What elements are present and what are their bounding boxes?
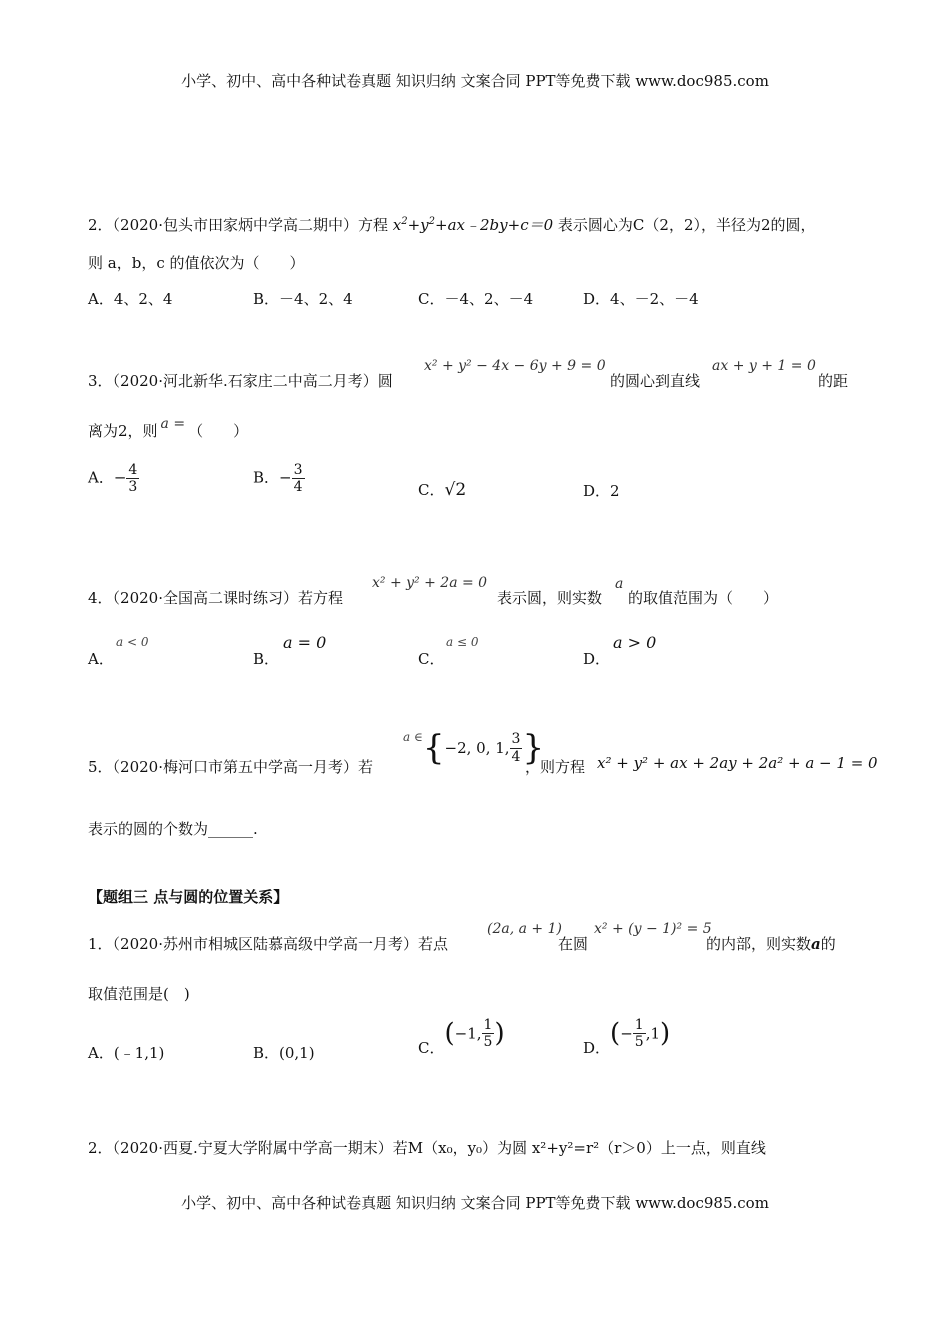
q5-set-items: −2, 0, 1, [444, 739, 510, 757]
q4-option-a: A． [88, 650, 114, 668]
q3-line-2 [88, 416, 249, 441]
g3q1-suffix-text: 的内部，则实数 [706, 935, 812, 953]
g3q1-option-d-paren-right: ) [660, 1018, 671, 1049]
q3-option-b-denominator: 4 [293, 479, 303, 496]
q2-suffix: 表示圆心为 [553, 216, 633, 234]
q4-suffix: 的取值范围为（ ） [628, 589, 779, 607]
page-footer: 小学、初中、高中各种试卷真题 知识归纳 文案合同 PPT等免费下载 www.doc985.com [181, 1194, 769, 1212]
g3q1-option-c-label: C． [418, 1039, 445, 1058]
q4-option-c: C． [418, 650, 445, 668]
q5-set-numerator: 3 [511, 731, 521, 748]
q5-brace-right: } [522, 728, 545, 768]
question-2-line-1 [88, 214, 816, 235]
q4-option-c-value: a ≤ 0 [446, 635, 479, 649]
g3q1-option-c [418, 1017, 505, 1058]
g3q1-option-a: A．(﹣1,1) [88, 1044, 165, 1062]
q2-center: C（2，2） [632, 216, 701, 234]
q3-option-a-numerator: 4 [128, 462, 138, 478]
q3-option-a-denominator: 3 [128, 479, 138, 496]
q4-equation: x² + y² + 2a = 0 [372, 575, 488, 591]
q2-option-b: B．－4、2、4 [253, 290, 353, 308]
q2-equation: $x^2+y^2+ax﹣2by+c=0$ [392, 216, 554, 234]
q2-option-a: A．4、2、4 [88, 290, 173, 308]
q3-option-c-value: √2 [444, 480, 467, 500]
q3-option-b-fraction [292, 462, 305, 495]
q3-option-a-fraction [126, 462, 139, 495]
g3q1-circle-equation: x² + (y − 1)² = 5 [594, 921, 712, 937]
g3q1-line-2: 取值范围是( ) [88, 985, 190, 1003]
q5-mid: ，则方程 [525, 758, 586, 776]
q4-option-a-value: a < 0 [116, 635, 149, 649]
q4-mid: 表示圆，则实数 [497, 589, 603, 607]
q4-option-d: D． [583, 650, 611, 668]
q3-option-a-label: A． [88, 468, 114, 487]
q3-circle-equation: x² + y² − 4x − 6y + 9 = 0 [424, 358, 606, 374]
g3q1-option-b: B．(0,1) [253, 1044, 315, 1062]
q2-option-c: C．－4、2、－4 [418, 290, 534, 308]
g3q1-variable: a [811, 935, 821, 953]
q4-option-b-value: a = 0 [283, 633, 327, 652]
g3q1-option-d-label: D． [583, 1039, 611, 1058]
g3q1-suffix-end: 的 [820, 935, 836, 953]
q3-suffix: 的距 [818, 372, 849, 390]
q3-option-a-sign: − [113, 468, 127, 487]
q3-option-b-sign: − [279, 468, 292, 487]
g3q1-option-d-denominator: 5 [634, 1034, 644, 1051]
q5-set-fraction [510, 731, 523, 764]
q5-equation: x² + y² + ax + 2ay + 2a² + a − 1 = 0 [597, 754, 878, 772]
g3q1-mid: 在圆 [558, 935, 589, 953]
g3q1-option-c-denominator: 5 [483, 1034, 493, 1051]
g3q1-option-d-right: ,1 [645, 1024, 660, 1043]
g3q1-option-d-paren-left: ( [610, 1018, 621, 1049]
g3q2-line-1: 2．（2020·西夏.宁夏大学附属中学高一期末）若M（x₀，y₀）为圆 x²+y²=r²（r＞0）上一点，则直线 [88, 1139, 766, 1157]
q4-prefix: 4．（2020·全国高二课时练习）若方程 [88, 589, 343, 607]
q4-option-b: B． [253, 650, 280, 668]
q3-option-c [418, 479, 466, 500]
q5-set-denominator: 4 [511, 748, 521, 765]
q2-tail: ，半径为2的圆， [701, 216, 816, 234]
q3-option-b-label: B． [253, 468, 280, 487]
g3q1-option-d [583, 1017, 671, 1058]
q3-option-a [88, 462, 139, 495]
q5-line-2: 表示的圆的个数为______. [88, 820, 258, 838]
g3q1-option-c-paren-left: ( [444, 1018, 455, 1049]
g3q1-suffix [706, 933, 836, 954]
q5-set-lead: a ∈ [403, 730, 423, 744]
q3-option-d: D．2 [583, 482, 620, 500]
group-3-title: 【题组三 点与圆的位置关系】 [88, 888, 289, 906]
q3-option-b [253, 462, 305, 495]
q2-prefix: 2．（2020·包头市田家炳中学高二期中）方程 [88, 216, 393, 234]
g3q1-option-c-paren-right: ) [494, 1018, 505, 1049]
q5-brace-left: { [422, 728, 445, 768]
q2-line-2: 则 a，b，c 的值依次为（ ） [88, 254, 305, 272]
q4-variable: a [615, 576, 624, 592]
g3q1-option-c-fraction [482, 1017, 495, 1050]
q3-option-c-label: C． [418, 481, 445, 499]
g3q1-option-d-sign: − [620, 1024, 633, 1043]
q3-variable: a = [160, 416, 186, 432]
q5-prefix: 5．（2020·梅河口市第五中学高一月考）若 [88, 758, 373, 776]
q3-mid: 的圆心到直线 [610, 372, 701, 390]
page-header: 小学、初中、高中各种试卷真题 知识归纳 文案合同 PPT等免费下载 www.doc985.com [181, 72, 769, 90]
g3q1-option-c-numerator: 1 [483, 1017, 493, 1033]
g3q1-option-d-numerator: 1 [634, 1017, 644, 1033]
g3q1-prefix: 1．（2020·苏州市相城区陆慕高级中学高一月考）若点 [88, 935, 448, 953]
q3-prefix: 3．（2020·河北新华.石家庄二中高二月考）圆 [88, 372, 393, 390]
g3q1-point: (2a, a + 1) [487, 921, 562, 937]
g3q1-option-d-fraction [633, 1017, 646, 1050]
q3-blank: （ ） [188, 422, 249, 440]
q5-set [403, 728, 544, 768]
q4-option-d-value: a > 0 [613, 633, 657, 652]
q2-equation-rest: +ax﹣2by+c＝0 [435, 216, 554, 234]
q3-line-2-text: 离为2，则 [88, 422, 158, 440]
q2-option-d: D．4、－2、－4 [583, 290, 699, 308]
q3-option-b-numerator: 3 [293, 462, 303, 478]
g3q1-option-c-left: −1, [454, 1024, 482, 1043]
q3-line-equation: ax + y + 1 = 0 [712, 358, 816, 374]
